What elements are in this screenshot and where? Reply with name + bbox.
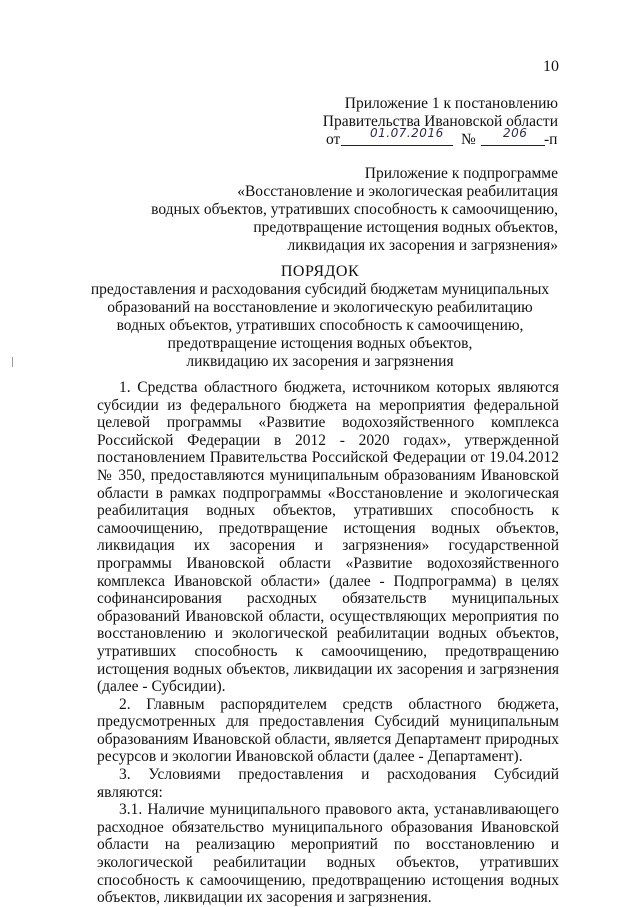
date-underline bbox=[341, 145, 453, 146]
from-label: от bbox=[326, 131, 341, 148]
paragraph-1: 1. Средства областного бюджета, источником которых являются субсидии из федерального бюджета на мероприятия федеральной целевой программы «Развитие водохозяйственного комплекса Российской Федерации в 2012 - 2020 годах», утвержденной постановлением Правительства Российской Федерации от 19.04.2012 № 350, предоставляются муниципальным образованиям Ивановской области в рамках подпрограммы «Восстановление и экологическая реабилитация водных объектов, утративших способность к самоочищению, предотвращение истощения водных объектов, ликвидация их засорения и загрязнения» государственной программы Ивановской области «Развитие водохозяйственного комплекса Ивановской области» (далее - Подпрограмма) в целях софинансирования расходных обязательств муниципальных образований Ивановской области, осуществляющих мероприятия по восстановлению и экологической реабилитации водных объектов, утративших способность к самоочищению, предотвращению истощения водных объектов, ликвидации их засорения и загрязнения (далее - Субсидии). bbox=[97, 379, 559, 696]
page-number: 10 bbox=[543, 58, 559, 75]
header-line-1: Приложение 1 к постановлению bbox=[344, 95, 558, 112]
document-title: ПОРЯДОК bbox=[280, 263, 360, 280]
handwritten-date: 01.07.2016 bbox=[370, 126, 444, 140]
paragraph-2: 2. Главным распорядителем средств областного бюджета, предусмотренных для предоставления Субсидий муниципальным образованиям Ивановской области, является Департамент природных ресурсов и экологии Ивановской области (далее - Департамент). bbox=[97, 695, 559, 766]
paragraph-3: 3. Условиями предоставления и расходования Субсидий являются: bbox=[97, 766, 559, 801]
annex-line-1: Приложение к подпрограмме bbox=[364, 165, 558, 182]
title-line-1: предоставления и расходования субсидий бюджетам муниципальных bbox=[90, 281, 550, 298]
annex-line-2: «Восстановление и экологическая реабилитация bbox=[237, 183, 558, 200]
handwritten-number: 206 bbox=[503, 126, 528, 140]
annex-line-4: предотвращение истощения водных объектов, bbox=[253, 219, 558, 236]
paragraph-3-1: 3.1. Наличие муниципального правового акта, устанавливающего расходное обязательство муниципального образования Ивановской области на реализацию мероприятий по восстановлению и экологической реабилитации водных объектов, утративших способность к самоочищению, предотвращению истощения водных объектов, ликвидации их засорения и загрязнения. bbox=[97, 801, 559, 907]
title-line-4: предотвращение истощения водных объектов, bbox=[167, 335, 473, 352]
annex-line-3: водных объектов, утративших способность к самоочищению, bbox=[151, 201, 558, 218]
title-line-5: ликвидацию их засорения и загрязнения bbox=[186, 353, 454, 370]
title-line-3: водных объектов, утративших способность к самоочищению, bbox=[116, 317, 524, 334]
number-suffix: -п bbox=[544, 131, 558, 148]
number-underline bbox=[481, 145, 545, 146]
document-body bbox=[97, 379, 559, 907]
title-line-2: образований на восстановление и экологическую реабилитацию bbox=[107, 299, 533, 316]
margin-mark bbox=[12, 357, 13, 367]
number-label: № bbox=[461, 131, 476, 148]
header-line-2: Правительства Ивановской области bbox=[322, 113, 558, 130]
annex-line-5: ликвидация их засорения и загрязнения» bbox=[287, 237, 558, 254]
